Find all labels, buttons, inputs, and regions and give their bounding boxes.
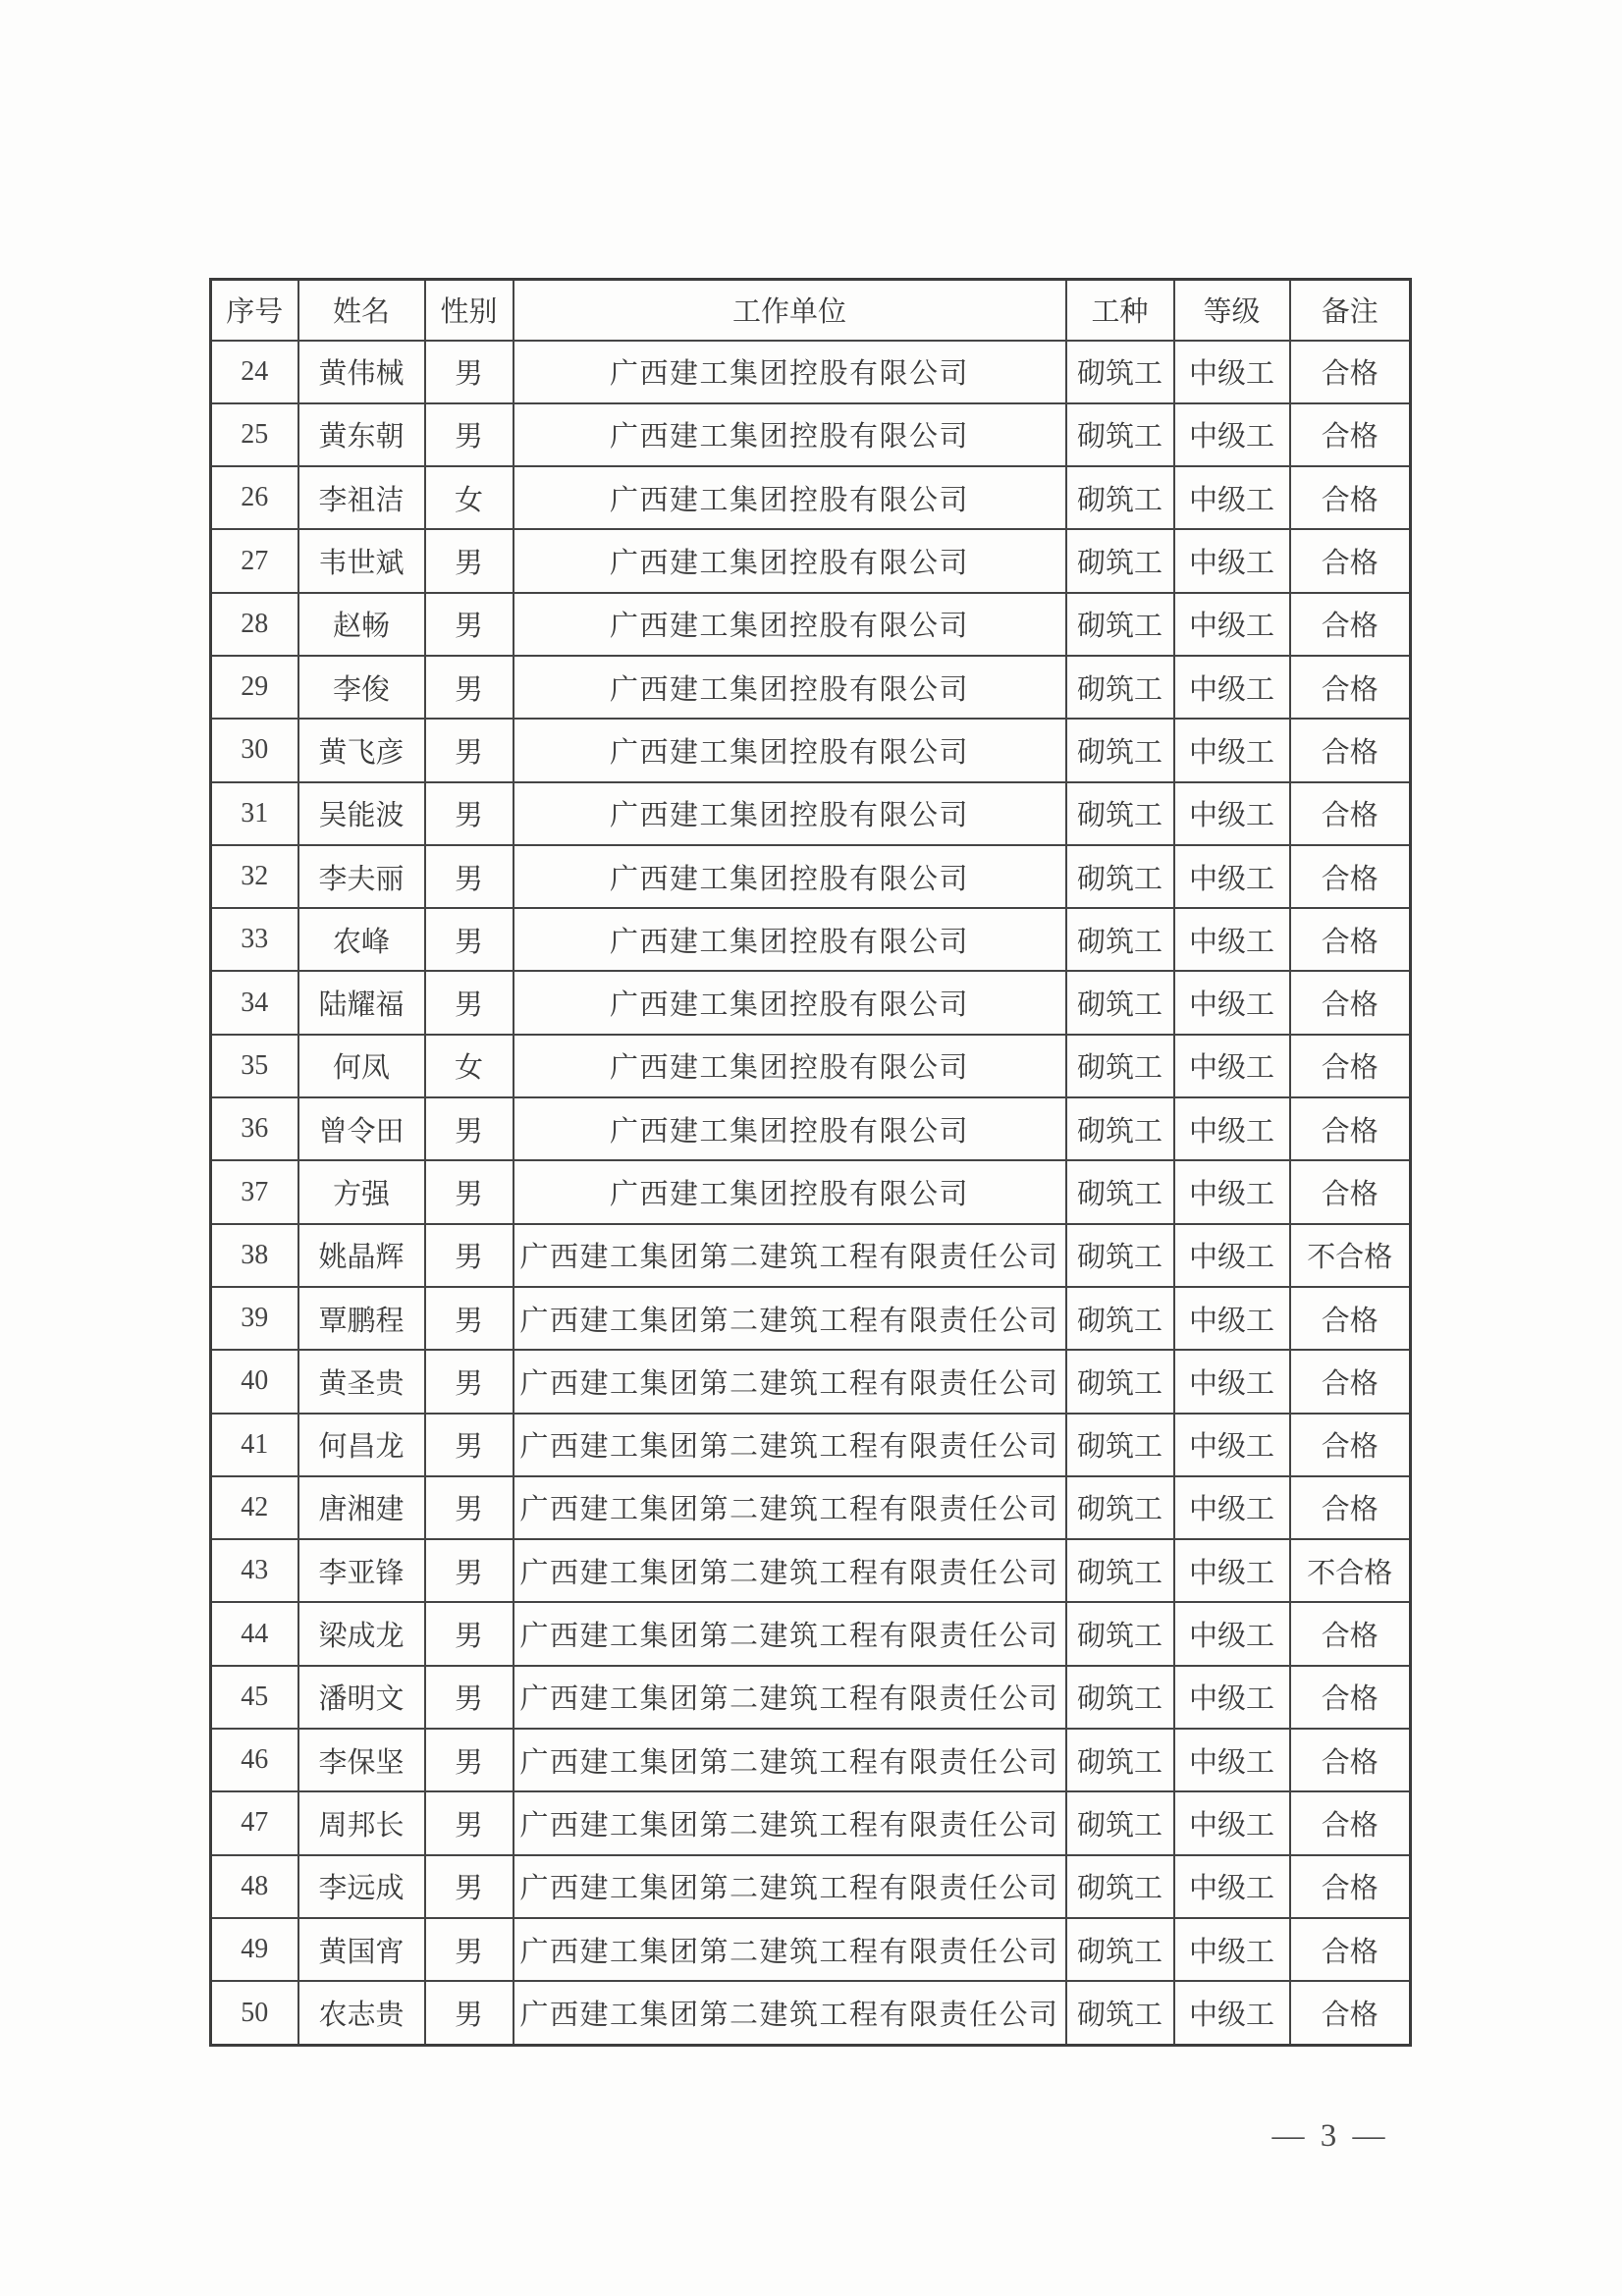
cell-grade: 中级工: [1174, 1035, 1290, 1097]
cell-index: 42: [211, 1476, 298, 1539]
cell-trade: 砌筑工: [1066, 782, 1174, 845]
cell-grade: 中级工: [1174, 1350, 1290, 1413]
cell-remark: 合格: [1290, 1855, 1411, 1918]
table-row: [211, 1287, 1411, 1350]
cell-trade: 砌筑工: [1066, 719, 1174, 781]
cell-name: 梁成龙: [298, 1602, 425, 1665]
cell-index: 39: [211, 1287, 298, 1350]
certification-roster-table: [209, 278, 1412, 2047]
table-row: [211, 593, 1411, 656]
cell-grade: 中级工: [1174, 1729, 1290, 1791]
cell-remark: 不合格: [1290, 1539, 1411, 1602]
cell-company: 广西建工集团第二建筑工程有限责任公司: [514, 1729, 1066, 1791]
cell-grade: 中级工: [1174, 1855, 1290, 1918]
table-row: [211, 845, 1411, 908]
cell-company: 广西建工集团控股有限公司: [514, 845, 1066, 908]
cell-remark: 合格: [1290, 1476, 1411, 1539]
table-row: [211, 1097, 1411, 1160]
cell-remark: 合格: [1290, 1666, 1411, 1729]
cell-index: 40: [211, 1350, 298, 1413]
table-row: [211, 1414, 1411, 1476]
cell-remark: 合格: [1290, 1350, 1411, 1413]
cell-gender: 男: [425, 908, 514, 971]
cell-gender: 男: [425, 529, 514, 592]
cell-index: 29: [211, 656, 298, 719]
cell-name: 黄飞彦: [298, 719, 425, 781]
cell-remark: 合格: [1290, 593, 1411, 656]
cell-trade: 砌筑工: [1066, 1602, 1174, 1665]
cell-grade: 中级工: [1174, 656, 1290, 719]
cell-company: 广西建工集团第二建筑工程有限责任公司: [514, 1539, 1066, 1602]
table-row: [211, 1035, 1411, 1097]
table-row: [211, 1539, 1411, 1602]
cell-remark: 合格: [1290, 1287, 1411, 1350]
table-row: [211, 1666, 1411, 1729]
cell-company: 广西建工集团控股有限公司: [514, 529, 1066, 592]
cell-index: 47: [211, 1791, 298, 1854]
cell-gender: 男: [425, 341, 514, 403]
cell-remark: 合格: [1290, 466, 1411, 529]
cell-name: 黄国宵: [298, 1918, 425, 1981]
cell-remark: 合格: [1290, 529, 1411, 592]
cell-trade: 砌筑工: [1066, 1981, 1174, 2045]
cell-name: 何凤: [298, 1035, 425, 1097]
cell-company: 广西建工集团第二建筑工程有限责任公司: [514, 1981, 1066, 2045]
cell-remark: 合格: [1290, 782, 1411, 845]
cell-name: 李亚锋: [298, 1539, 425, 1602]
cell-gender: 男: [425, 719, 514, 781]
cell-name: 黄圣贵: [298, 1350, 425, 1413]
cell-name: 农峰: [298, 908, 425, 971]
cell-company: 广西建工集团第二建筑工程有限责任公司: [514, 1350, 1066, 1413]
cell-gender: 女: [425, 466, 514, 529]
cell-gender: 男: [425, 403, 514, 466]
cell-grade: 中级工: [1174, 1918, 1290, 1981]
cell-remark: 合格: [1290, 656, 1411, 719]
table-body: [211, 341, 1411, 2046]
cell-company: 广西建工集团第二建筑工程有限责任公司: [514, 1224, 1066, 1287]
table-row: [211, 656, 1411, 719]
cell-grade: 中级工: [1174, 719, 1290, 781]
cell-index: 26: [211, 466, 298, 529]
cell-remark: 合格: [1290, 1602, 1411, 1665]
header-grade: 等级: [1174, 280, 1290, 341]
cell-remark: 不合格: [1290, 1224, 1411, 1287]
cell-trade: 砌筑工: [1066, 593, 1174, 656]
table-row: [211, 1350, 1411, 1413]
cell-gender: 男: [425, 1287, 514, 1350]
cell-trade: 砌筑工: [1066, 971, 1174, 1034]
cell-index: 48: [211, 1855, 298, 1918]
table-row: [211, 1791, 1411, 1854]
cell-name: 陆耀福: [298, 971, 425, 1034]
cell-remark: 合格: [1290, 1160, 1411, 1223]
table-row: [211, 1476, 1411, 1539]
table-row: [211, 403, 1411, 466]
cell-index: 49: [211, 1918, 298, 1981]
cell-company: 广西建工集团控股有限公司: [514, 593, 1066, 656]
cell-remark: 合格: [1290, 845, 1411, 908]
cell-grade: 中级工: [1174, 845, 1290, 908]
cell-name: 唐湘建: [298, 1476, 425, 1539]
cell-name: 韦世斌: [298, 529, 425, 592]
cell-name: 李夫丽: [298, 845, 425, 908]
cell-gender: 男: [425, 1666, 514, 1729]
cell-company: 广西建工集团第二建筑工程有限责任公司: [514, 1287, 1066, 1350]
cell-trade: 砌筑工: [1066, 1855, 1174, 1918]
cell-trade: 砌筑工: [1066, 908, 1174, 971]
header-company: 工作单位: [514, 280, 1066, 341]
cell-index: 45: [211, 1666, 298, 1729]
cell-gender: 男: [425, 1855, 514, 1918]
cell-gender: 男: [425, 1414, 514, 1476]
cell-trade: 砌筑工: [1066, 1918, 1174, 1981]
cell-name: 李远成: [298, 1855, 425, 1918]
cell-company: 广西建工集团第二建筑工程有限责任公司: [514, 1791, 1066, 1854]
cell-grade: 中级工: [1174, 1666, 1290, 1729]
cell-remark: 合格: [1290, 908, 1411, 971]
cell-grade: 中级工: [1174, 403, 1290, 466]
table-row: [211, 1855, 1411, 1918]
cell-name: 李祖洁: [298, 466, 425, 529]
table-row: [211, 341, 1411, 403]
header-name: 姓名: [298, 280, 425, 341]
cell-index: 46: [211, 1729, 298, 1791]
cell-gender: 男: [425, 1097, 514, 1160]
cell-company: 广西建工集团第二建筑工程有限责任公司: [514, 1855, 1066, 1918]
cell-gender: 男: [425, 1791, 514, 1854]
cell-index: 34: [211, 971, 298, 1034]
cell-index: 33: [211, 908, 298, 971]
cell-grade: 中级工: [1174, 341, 1290, 403]
header-index: 序号: [211, 280, 298, 341]
page-number: — 3 —: [1271, 2118, 1389, 2154]
cell-trade: 砌筑工: [1066, 1035, 1174, 1097]
cell-grade: 中级工: [1174, 782, 1290, 845]
cell-company: 广西建工集团控股有限公司: [514, 719, 1066, 781]
header-gender: 性别: [425, 280, 514, 341]
cell-gender: 男: [425, 1981, 514, 2045]
cell-trade: 砌筑工: [1066, 1097, 1174, 1160]
cell-name: 李保坚: [298, 1729, 425, 1791]
cell-index: 27: [211, 529, 298, 592]
cell-name: 方强: [298, 1160, 425, 1223]
cell-trade: 砌筑工: [1066, 1160, 1174, 1223]
cell-grade: 中级工: [1174, 971, 1290, 1034]
cell-index: 43: [211, 1539, 298, 1602]
table-row: [211, 1224, 1411, 1287]
cell-name: 姚晶辉: [298, 1224, 425, 1287]
cell-gender: 男: [425, 782, 514, 845]
table-row: [211, 1160, 1411, 1223]
cell-remark: 合格: [1290, 1729, 1411, 1791]
cell-grade: 中级工: [1174, 1539, 1290, 1602]
cell-remark: 合格: [1290, 719, 1411, 781]
cell-company: 广西建工集团控股有限公司: [514, 1035, 1066, 1097]
table-row: [211, 782, 1411, 845]
cell-index: 30: [211, 719, 298, 781]
cell-grade: 中级工: [1174, 1287, 1290, 1350]
cell-trade: 砌筑工: [1066, 1666, 1174, 1729]
cell-company: 广西建工集团第二建筑工程有限责任公司: [514, 1414, 1066, 1476]
cell-name: 赵畅: [298, 593, 425, 656]
table-row: [211, 1729, 1411, 1791]
cell-grade: 中级工: [1174, 1224, 1290, 1287]
cell-trade: 砌筑工: [1066, 1791, 1174, 1854]
cell-gender: 男: [425, 1729, 514, 1791]
cell-company: 广西建工集团第二建筑工程有限责任公司: [514, 1666, 1066, 1729]
cell-gender: 男: [425, 1350, 514, 1413]
header-trade: 工种: [1066, 280, 1174, 341]
cell-trade: 砌筑工: [1066, 845, 1174, 908]
cell-trade: 砌筑工: [1066, 656, 1174, 719]
table-row: [211, 971, 1411, 1034]
cell-company: 广西建工集团控股有限公司: [514, 466, 1066, 529]
cell-gender: 男: [425, 845, 514, 908]
cell-trade: 砌筑工: [1066, 403, 1174, 466]
cell-index: 24: [211, 341, 298, 403]
cell-company: 广西建工集团控股有限公司: [514, 341, 1066, 403]
cell-gender: 男: [425, 1476, 514, 1539]
header-remark: 备注: [1290, 280, 1411, 341]
cell-index: 41: [211, 1414, 298, 1476]
cell-trade: 砌筑工: [1066, 1224, 1174, 1287]
cell-remark: 合格: [1290, 1791, 1411, 1854]
cell-grade: 中级工: [1174, 1160, 1290, 1223]
cell-trade: 砌筑工: [1066, 1476, 1174, 1539]
cell-name: 潘明文: [298, 1666, 425, 1729]
cell-trade: 砌筑工: [1066, 1350, 1174, 1413]
cell-name: 李俊: [298, 656, 425, 719]
cell-gender: 男: [425, 1160, 514, 1223]
cell-company: 广西建工集团第二建筑工程有限责任公司: [514, 1918, 1066, 1981]
cell-remark: 合格: [1290, 1981, 1411, 2045]
cell-grade: 中级工: [1174, 529, 1290, 592]
cell-company: 广西建工集团第二建筑工程有限责任公司: [514, 1602, 1066, 1665]
cell-index: 44: [211, 1602, 298, 1665]
cell-name: 覃鹏程: [298, 1287, 425, 1350]
cell-gender: 男: [425, 971, 514, 1034]
cell-gender: 男: [425, 656, 514, 719]
cell-remark: 合格: [1290, 1414, 1411, 1476]
table-row: [211, 529, 1411, 592]
cell-index: 38: [211, 1224, 298, 1287]
cell-company: 广西建工集团第二建筑工程有限责任公司: [514, 1476, 1066, 1539]
cell-remark: 合格: [1290, 971, 1411, 1034]
cell-index: 50: [211, 1981, 298, 2045]
cell-trade: 砌筑工: [1066, 1729, 1174, 1791]
table-row: [211, 1981, 1411, 2045]
cell-name: 何昌龙: [298, 1414, 425, 1476]
cell-gender: 男: [425, 593, 514, 656]
cell-trade: 砌筑工: [1066, 1414, 1174, 1476]
cell-grade: 中级工: [1174, 1476, 1290, 1539]
header-row: [211, 280, 1411, 341]
cell-grade: 中级工: [1174, 908, 1290, 971]
cell-trade: 砌筑工: [1066, 529, 1174, 592]
cell-gender: 男: [425, 1539, 514, 1602]
cell-grade: 中级工: [1174, 1981, 1290, 2045]
cell-remark: 合格: [1290, 341, 1411, 403]
table-row: [211, 1918, 1411, 1981]
cell-company: 广西建工集团控股有限公司: [514, 782, 1066, 845]
table-row: [211, 1602, 1411, 1665]
cell-gender: 男: [425, 1918, 514, 1981]
cell-grade: 中级工: [1174, 1602, 1290, 1665]
cell-index: 35: [211, 1035, 298, 1097]
cell-company: 广西建工集团控股有限公司: [514, 1097, 1066, 1160]
cell-company: 广西建工集团控股有限公司: [514, 971, 1066, 1034]
cell-grade: 中级工: [1174, 466, 1290, 529]
table-row: [211, 908, 1411, 971]
cell-remark: 合格: [1290, 403, 1411, 466]
cell-gender: 男: [425, 1602, 514, 1665]
cell-name: 吴能波: [298, 782, 425, 845]
cell-index: 28: [211, 593, 298, 656]
cell-gender: 女: [425, 1035, 514, 1097]
cell-index: 36: [211, 1097, 298, 1160]
cell-name: 周邦长: [298, 1791, 425, 1854]
table-row: [211, 466, 1411, 529]
cell-grade: 中级工: [1174, 593, 1290, 656]
cell-name: 黄东朝: [298, 403, 425, 466]
table-row: [211, 719, 1411, 781]
cell-trade: 砌筑工: [1066, 341, 1174, 403]
cell-name: 曾令田: [298, 1097, 425, 1160]
cell-trade: 砌筑工: [1066, 466, 1174, 529]
cell-remark: 合格: [1290, 1097, 1411, 1160]
cell-trade: 砌筑工: [1066, 1287, 1174, 1350]
cell-index: 25: [211, 403, 298, 466]
cell-company: 广西建工集团控股有限公司: [514, 908, 1066, 971]
cell-grade: 中级工: [1174, 1791, 1290, 1854]
cell-grade: 中级工: [1174, 1097, 1290, 1160]
cell-grade: 中级工: [1174, 1414, 1290, 1476]
cell-index: 37: [211, 1160, 298, 1223]
cell-remark: 合格: [1290, 1918, 1411, 1981]
cell-gender: 男: [425, 1224, 514, 1287]
cell-company: 广西建工集团控股有限公司: [514, 656, 1066, 719]
cell-company: 广西建工集团控股有限公司: [514, 1160, 1066, 1223]
cell-name: 农志贵: [298, 1981, 425, 2045]
cell-index: 32: [211, 845, 298, 908]
cell-remark: 合格: [1290, 1035, 1411, 1097]
cell-trade: 砌筑工: [1066, 1539, 1174, 1602]
cell-index: 31: [211, 782, 298, 845]
cell-name: 黄伟械: [298, 341, 425, 403]
cell-company: 广西建工集团控股有限公司: [514, 403, 1066, 466]
